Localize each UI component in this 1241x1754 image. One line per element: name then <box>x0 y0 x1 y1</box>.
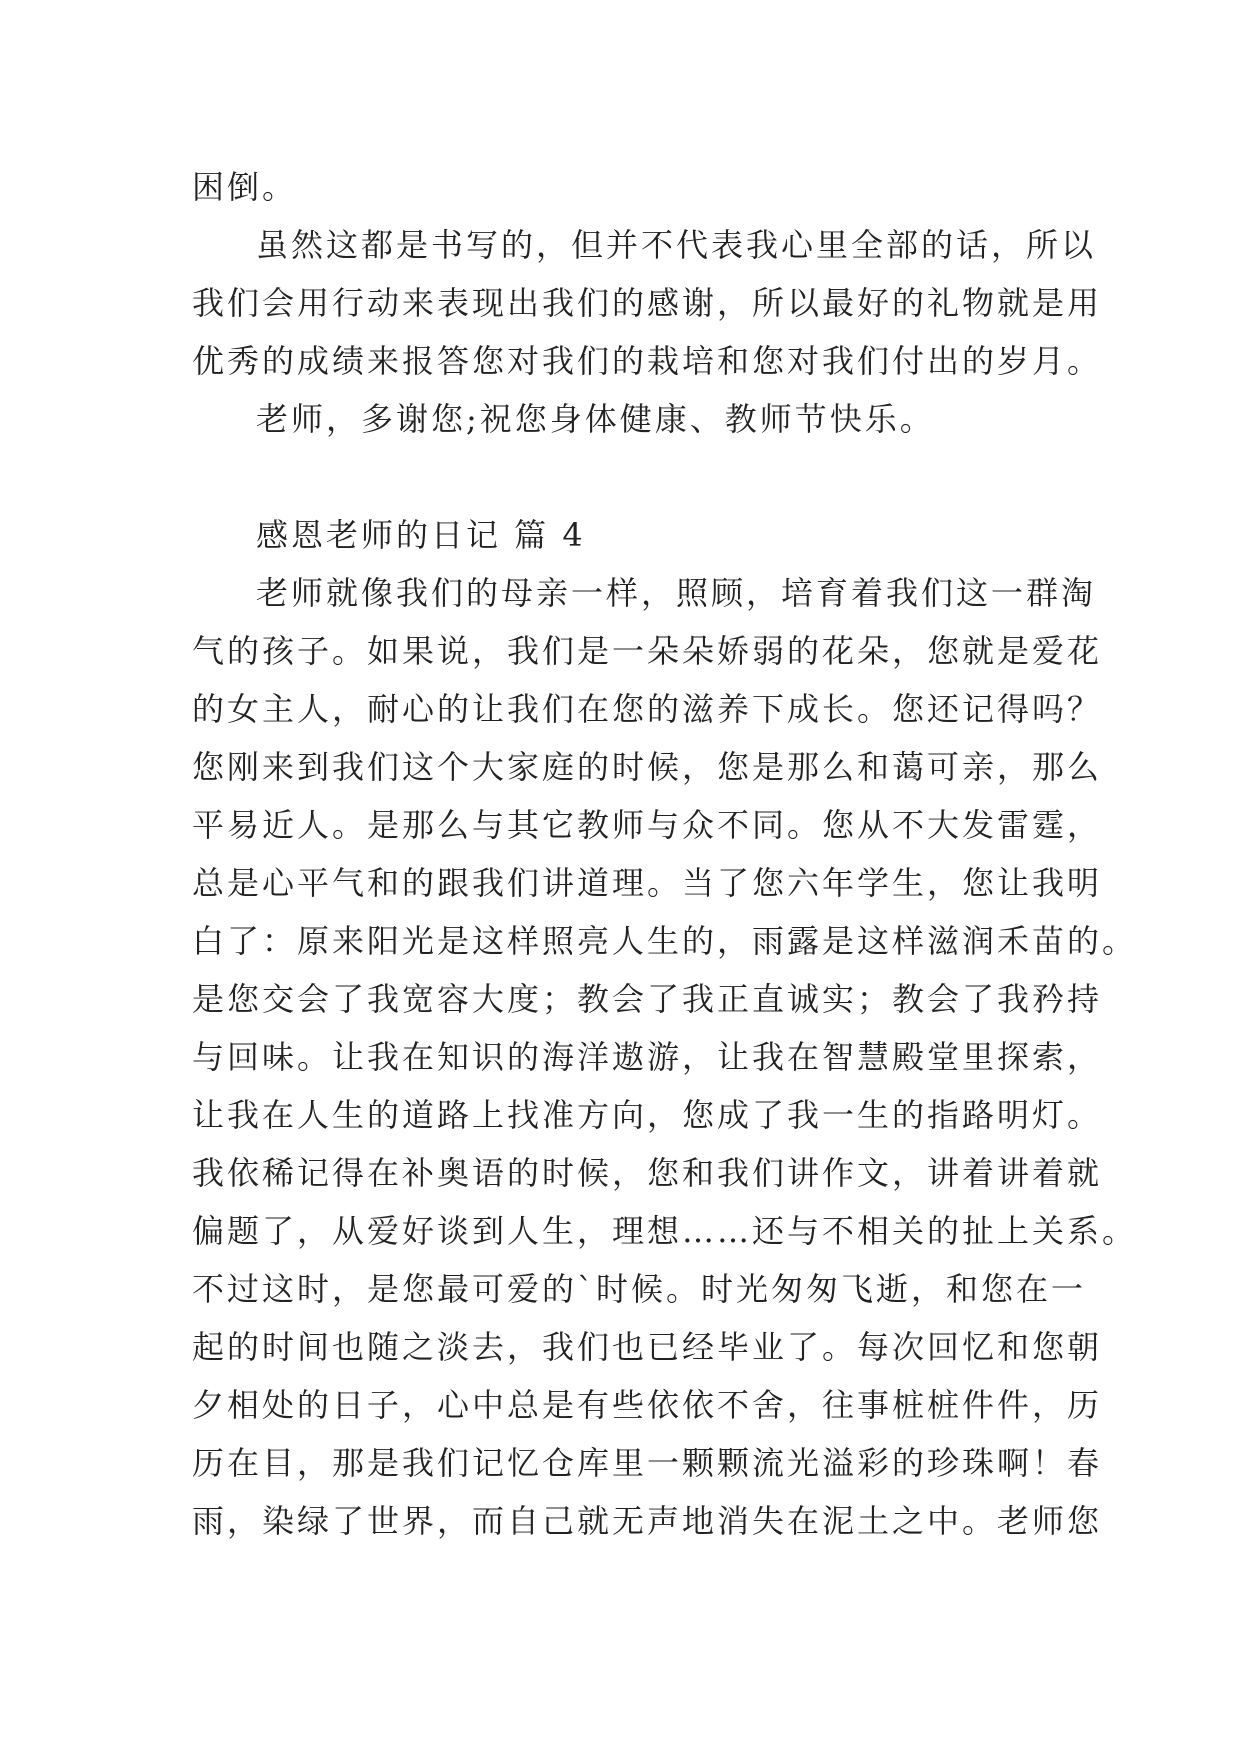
paragraph-line: 让我在人生的道路上找准方向，您成了我一生的指路明灯。 <box>192 1096 1103 1134</box>
paragraph-line: 起的时间也随之淡去，我们也已经毕业了。每次回忆和您朝 <box>192 1328 1103 1366</box>
paragraph-line: 白了：原来阳光是这样照亮人生的，雨露是这样滋润禾苗的。 <box>192 922 1138 960</box>
paragraph-line: 虽然这都是书写的，但并不代表我心里全部的话，所以 <box>256 226 1097 264</box>
paragraph-line: 气的孩子。如果说，我们是一朵朵娇弱的花朵，您就是爱花 <box>192 632 1103 670</box>
paragraph-line: 是您交会了我宽容大度；教会了我正直诚实；教会了我矜持 <box>192 980 1103 1018</box>
paragraph-line: 我们会用行动来表现出我们的感谢，所以最好的礼物就是用 <box>192 284 1103 322</box>
paragraph-line: 我依稀记得在补奥语的时候，您和我们讲作文，讲着讲着就 <box>192 1154 1103 1192</box>
paragraph-line: 老师，多谢您;祝您身体健康、教师节快乐。 <box>256 400 935 438</box>
paragraph-line: 总是心平气和的跟我们讲道理。当了您六年学生，您让我明 <box>192 864 1103 902</box>
paragraph-line: 优秀的成绩来报答您对我们的栽培和您对我们付出的岁月。 <box>192 342 1103 380</box>
section-heading: 感恩老师的日记 篇 4 <box>256 516 586 554</box>
paragraph-line: 的女主人，耐心的让我们在您的滋养下成长。您还记得吗？ <box>192 690 1103 728</box>
paragraph-line: 雨，染绿了世界，而自己就无声地消失在泥土之中。老师您 <box>192 1502 1103 1540</box>
paragraph-line: 不过这时，是您最可爱的`时候。时光匆匆飞逝，和您在一 <box>192 1270 1087 1308</box>
paragraph-line: 夕相处的日子，心中总是有些依依不舍，往事桩桩件件，历 <box>192 1386 1103 1424</box>
paragraph-line: 与回味。让我在知识的海洋遨游，让我在智慧殿堂里探索， <box>192 1038 1103 1076</box>
paragraph-line: 老师就像我们的母亲一样，照顾，培育着我们这一群淘 <box>256 574 1097 612</box>
paragraph-line: 偏题了，从爱好谈到人生，理想……还与不相关的扯上关系。 <box>192 1212 1138 1250</box>
document-body <box>192 158 1138 1550</box>
paragraph-line: 平易近人。是那么与其它教师与众不同。您从不大发雷霆， <box>192 806 1103 844</box>
paragraph-line: 困倒。 <box>192 168 298 206</box>
paragraph-line: 您刚来到我们这个大家庭的时候，您是那么和蔼可亲，那么 <box>192 748 1103 786</box>
paragraph-line: 历在目，那是我们记忆仓库里一颗颗流光溢彩的珍珠啊！春 <box>192 1444 1103 1482</box>
